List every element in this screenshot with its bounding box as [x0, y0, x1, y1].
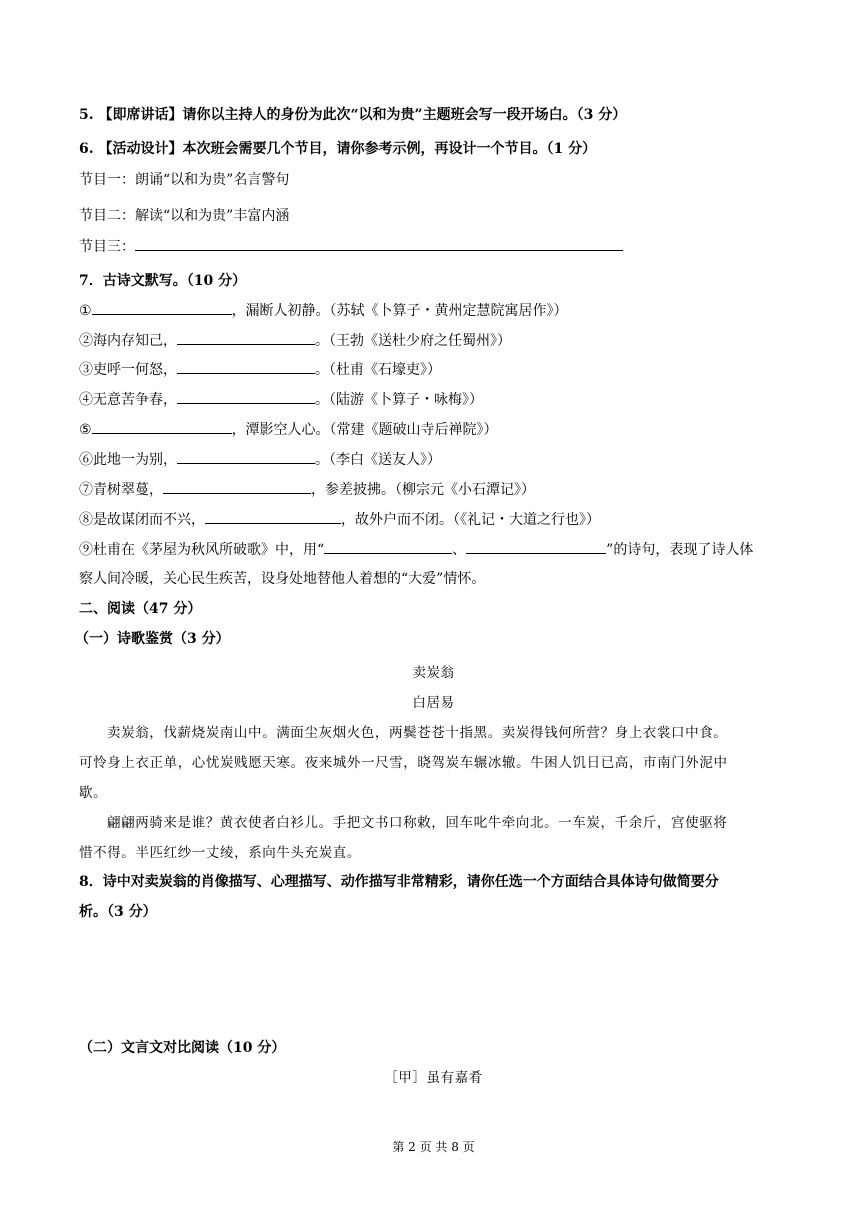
recite-8-post: ，故外户而不闭。（《礼记・大道之行也》）	[341, 512, 600, 528]
poem-title: 卖炭翁	[412, 665, 455, 681]
recite-2-pre: ②海内存知己，	[79, 333, 177, 349]
q6-number: 6.	[79, 141, 94, 157]
recite-1-post: ，漏断人初静。（苏轼《卜算子・黄州定慧院寓居作》）	[231, 303, 568, 319]
recite-1-pre: ①	[79, 303, 92, 319]
q5-text: 请你以主持人的身份为此次“以和为贵”主题班会写一段开场白。（3 分）	[182, 107, 627, 123]
poem-line-2: 可怜身上衣正单，心忧炭贱愿天寒。夜来城外一尺雪，晓驾炭车辗冰辙。牛困人饥日已高，市南门外泥中	[79, 755, 728, 771]
recite-4-post: 。（陆游《卜算子・咏梅》）	[315, 392, 483, 408]
recite-line-3	[79, 359, 441, 380]
question-6	[79, 139, 596, 159]
recite-1-blank[interactable]	[92, 300, 232, 315]
recite-6-blank[interactable]	[177, 449, 315, 464]
recite-line-2	[79, 330, 511, 351]
passage-a-title: ［甲］虽有嘉肴	[384, 1070, 483, 1086]
recite-line-4	[79, 389, 483, 410]
poem-author: 白居易	[412, 695, 455, 711]
recite-8-blank[interactable]	[205, 509, 341, 524]
section-2-title: 二、阅读（47 分）	[79, 601, 202, 617]
program-item-2: 节目二：解读“以和为贵”丰富内涵	[79, 208, 290, 224]
q5-number: 5.	[79, 107, 94, 123]
program-item-3-label: 节目三：	[79, 239, 135, 255]
q6-label: 【活动设计】	[98, 141, 183, 157]
section-2-2-title: （二）文言文对比阅读（10 分）	[79, 1040, 286, 1056]
question-8-line-2: 析。（3 分）	[79, 904, 157, 920]
recite-7-blank[interactable]	[163, 479, 311, 494]
poem-line-3: 歇。	[79, 785, 108, 801]
q6-text: 本次班会需要几个节目，请你参考示例，再设计一个节目。（1 分）	[182, 141, 597, 157]
recite-5-post: ，潭影空人心。（常建《题破山寺后禅院》）	[231, 422, 498, 438]
poem-line-5: 惜不得。半匹红纱一丈绫，系向牛头充炭直。	[79, 845, 361, 861]
recite-9-blank-a[interactable]	[324, 539, 452, 554]
poem-line-4: 翩翩两骑来是谁？黄衣使者白衫儿。手把文书口称敕，回车叱牛牵向北。一车炭，千余斤，宫使驱将	[107, 815, 728, 831]
recite-5-blank[interactable]	[92, 419, 232, 434]
q5-label: 【即席讲话】	[98, 107, 183, 123]
recite-9-pre: ⑨杜甫在《茅屋为秋风所破歌》中，用“	[79, 542, 325, 558]
recite-7-pre: ⑦青树翠蔓，	[79, 482, 163, 498]
recite-3-post: 。（杜甫《石壕吏》）	[315, 362, 441, 378]
recite-4-pre: ④无意苦争春，	[79, 392, 177, 408]
recite-line-8	[79, 509, 600, 530]
recite-6-pre: ⑥此地一为别，	[79, 452, 177, 468]
recite-7-post: ，参差披拂。（柳宗元《小石潭记》）	[311, 482, 535, 498]
poem-line-1: 卖炭翁，伐薪烧炭南山中。满面尘灰烟火色，两鬓苍苍十指黑。卖炭得钱何所营？身上衣裳口中食。	[107, 725, 728, 741]
recite-line-9-cont: 察人间冷暖，关心民生疾苦，设身处地替他人着想的“大爱”情怀。	[79, 571, 486, 587]
recite-6-post: 。（李白《送友人》）	[315, 452, 441, 468]
recite-2-post: 。（王勃《送杜少府之任蜀州》）	[315, 333, 511, 349]
recite-9-post: ”的诗句，表现了诗人体	[606, 542, 754, 558]
recite-8-pre: ⑧是故谋闭而不兴，	[79, 512, 205, 528]
recite-9-blank-b[interactable]	[466, 539, 606, 554]
question-8-line-1: 8．诗中对卖炭翁的肖像描写、心理描写、动作描写非常精彩，请你任选一个方面结合具体诗句做简要分	[79, 874, 719, 890]
recite-3-pre: ③吏呼一何怒，	[79, 362, 177, 378]
recite-line-9	[79, 539, 753, 560]
recite-5-pre: ⑤	[79, 422, 92, 438]
recite-9-sep: 、	[452, 542, 467, 558]
program-item-3	[79, 236, 623, 257]
program-item-1: 节目一：朗诵“以和为贵”名言警句	[79, 172, 290, 188]
recite-line-5	[79, 419, 498, 440]
recite-line-1	[79, 300, 568, 321]
recite-2-blank[interactable]	[177, 330, 315, 345]
recite-line-7	[79, 479, 535, 500]
recite-line-6	[79, 449, 441, 470]
recite-3-blank[interactable]	[177, 359, 315, 374]
question-7-title: 7．古诗文默写。（10 分）	[79, 273, 247, 289]
question-5	[79, 105, 626, 125]
recite-4-blank[interactable]	[177, 389, 315, 404]
program-item-3-blank[interactable]	[135, 236, 623, 251]
section-2-1-title: （一）诗歌鉴赏（3 分）	[75, 631, 230, 647]
page-footer: 第 2 页 共 8 页	[392, 1140, 475, 1154]
